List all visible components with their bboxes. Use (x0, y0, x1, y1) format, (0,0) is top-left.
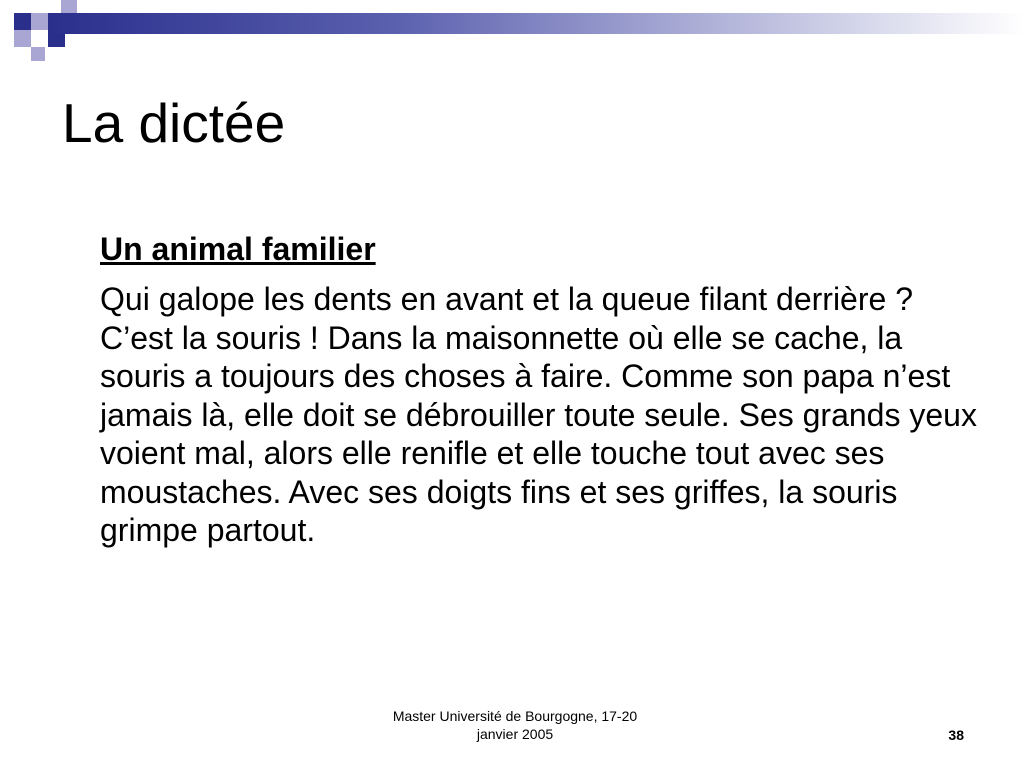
footer-line-2: janvier 2005 (476, 726, 554, 742)
header-square-light-4 (31, 47, 45, 61)
header-square-light-3 (14, 30, 31, 47)
slide-title: La dictée (62, 92, 286, 154)
header-square-light-2 (61, 0, 77, 13)
page-number: 38 (948, 727, 964, 743)
footer-line-1: Master Université de Bourgogne, 17-20 (392, 708, 638, 724)
header-gradient-bar (48, 13, 1024, 34)
footer (355, 707, 675, 743)
section-heading: Un animal familier (100, 231, 376, 267)
header-square-light-1 (31, 13, 48, 30)
header-square-dark-1 (14, 13, 31, 30)
dictation-text: Qui galope les dents en avant et la queue filant derrière ? C’est la souris ! Dans la maisonnette où elle se cache, la souris a toujours des choses à faire. Comme son papa n’est jamais là, elle doit se débrouiller toute seule. Ses grands yeux voient mal, alors elle renifle et elle touche tout avec ses moustaches. Avec ses doigts fins et ses griffes, la souris grimpe partout. (100, 281, 977, 548)
